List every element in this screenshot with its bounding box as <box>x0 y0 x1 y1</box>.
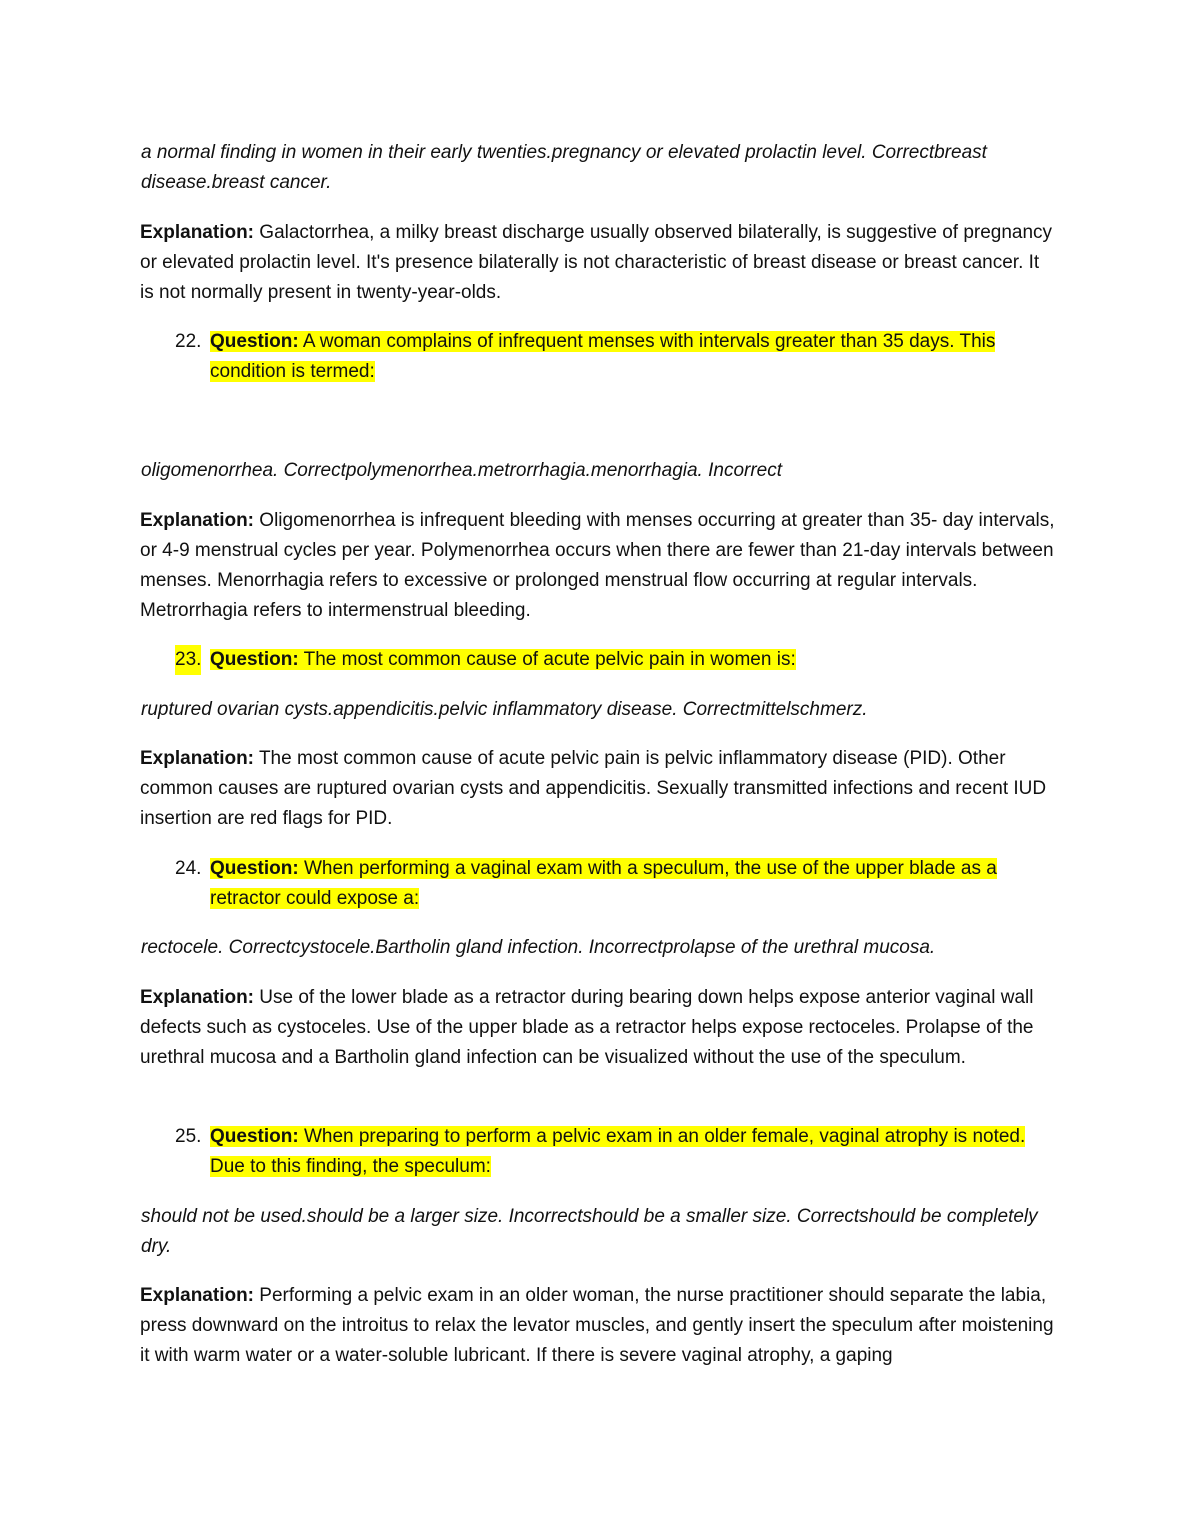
answer-options: oligomenorrhea. Correctpolymenorrhea.metrorrhagia.menorrhagia. Incorrect <box>141 460 783 481</box>
question-highlight <box>210 331 995 382</box>
question-label: Question: <box>210 858 299 879</box>
answer-options: rectocele. Correctcystocele.Bartholin gland infection. Incorrectprolapse of the urethral mucosa. <box>141 937 936 958</box>
question-text: When performing a vaginal exam with a speculum, the use of the upper blade as a retractor could expose a: <box>210 858 997 909</box>
question-label: Question: <box>210 331 299 352</box>
explanation-text: Oligomenorrhea is infrequent bleeding with menses occurring at greater than 35- day intervals, or 4-9 menstrual cycles per year. Polymenorrhea occurs when there are fewer than 21-day intervals between menses. Menorrhagia refers to excessive or prolonged menstrual flow occurring at regular intervals. Metrorrhagia refers to intermenstrual bleeding. <box>140 510 1055 621</box>
question-number: 24. <box>175 858 202 879</box>
explanation-label: Explanation: <box>140 748 255 769</box>
explanation-paragraph <box>140 506 1055 626</box>
explanation-paragraph <box>140 983 1055 1073</box>
explanation-label: Explanation: <box>140 222 255 243</box>
explanation-label: Explanation: <box>140 987 255 1008</box>
question-25 <box>175 1122 1055 1182</box>
explanation-text: Performing a pelvic exam in an older woman, the nurse practitioner should separate the labia, press downward on the introitus to relax the levator muscles, and gently insert the speculum after moistening it with warm water or a water-soluble lubricant. If there is severe vaginal atrophy, a gaping <box>140 1285 1054 1366</box>
question-highlight <box>210 858 997 909</box>
question-number: 22. <box>175 331 202 352</box>
explanation-text: Use of the lower blade as a retractor during bearing down helps expose anterior vaginal wall defects such as cystoceles. Use of the upper blade as a retractor helps expose rectoceles. Prolapse of the urethral mucosa and a Bartholin gland infection can be visualized without the use of the speculum. <box>140 987 1034 1068</box>
question-23 <box>175 645 1055 675</box>
explanation-paragraph <box>140 1281 1055 1371</box>
answer-options: ruptured ovarian cysts.appendicitis.pelvic inflammatory disease. Correctmittelschmerz. <box>141 699 868 720</box>
answer-options: a normal finding in women in their early twenties.pregnancy or elevated prolactin level. Correctbreast disease.breast cancer. <box>141 142 987 193</box>
question-number: 23. <box>175 645 201 675</box>
explanation-label: Explanation: <box>140 510 255 531</box>
explanation-text: The most common cause of acute pelvic pain is pelvic inflammatory disease (PID). Other common causes are ruptured ovarian cysts and appendicitis. Sexually transmitted infections and recent IUD insertion are red flags for PID. <box>140 748 1047 829</box>
question-text: A woman complains of infrequent menses with intervals greater than 35 days. This condition is termed: <box>210 331 996 382</box>
question-text: When preparing to perform a pelvic exam in an older female, vaginal atrophy is noted. Due to this finding, the speculum: <box>210 1126 1026 1177</box>
explanation-text: Galactorrhea, a milky breast discharge usually observed bilaterally, is suggestive of pregnancy or elevated prolactin level. It's presence bilaterally is not characteristic of breast disease or breast cancer. It is not normally present in twenty-year-olds. <box>140 222 1053 303</box>
question-number: 25. <box>175 1126 202 1147</box>
question-label: Question: <box>210 1126 299 1147</box>
question-22 <box>175 327 1055 387</box>
question-label: Question: <box>210 649 299 670</box>
question-highlight <box>210 649 796 670</box>
question-text: The most common cause of acute pelvic pain in women is: <box>298 649 796 670</box>
answer-options: should not be used.should be a larger size. Incorrectshould be a smaller size. Correctshould be completely dry. <box>141 1206 1038 1257</box>
explanation-paragraph <box>140 218 1055 308</box>
question-24 <box>175 854 1055 914</box>
explanation-label: Explanation: <box>140 1285 255 1306</box>
question-highlight <box>210 1126 1025 1177</box>
explanation-paragraph <box>140 744 1055 834</box>
